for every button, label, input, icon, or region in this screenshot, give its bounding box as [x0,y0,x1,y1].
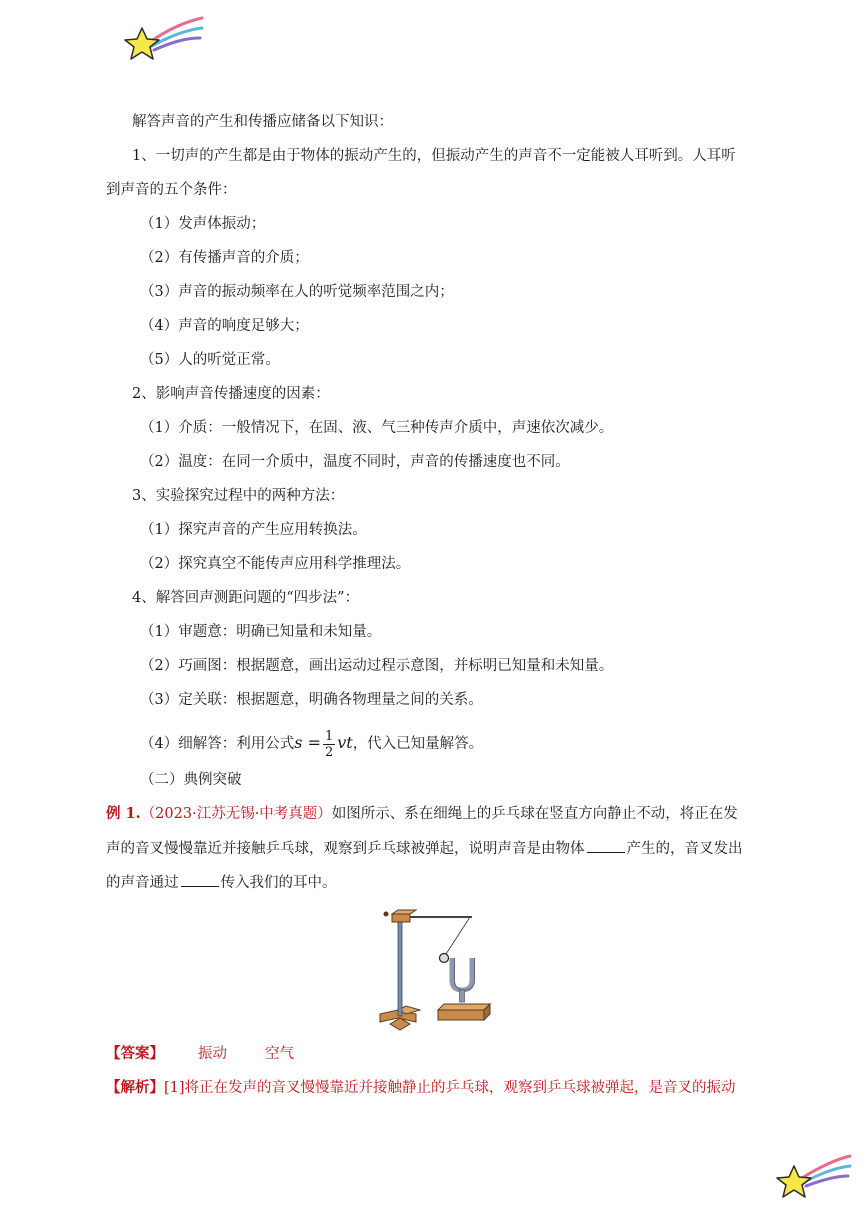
fraction-denominator: 2 [324,744,334,760]
example-line-2 [106,838,743,859]
step-item-formula [140,726,483,761]
answer-value-1: 振动 [198,1046,227,1062]
example-text: 的声音通过 [106,875,179,891]
paragraph-2: 2、影响声音传播速度的因素： [132,386,330,402]
example-line-1 [106,804,738,824]
answer-label: 【答案】 [106,1045,164,1062]
step-4-prefix: （4）细解答：利用公式 [140,736,295,752]
step-item: （3）定关联：根据题意，明确各物理量之间的关系。 [140,692,483,708]
condition-item: （3）声音的振动频率在人的听觉频率范围之内； [140,284,454,300]
answer-blank [181,872,219,887]
paragraph-1-line-2: 到声音的五个条件： [106,182,237,198]
paragraph-1-line-1: 1、一切声的产生都是由于物体的振动产生的，但振动产生的声音不一定能被人耳听到。人耳听 [132,148,736,164]
answer-value-2: 空气 [265,1046,294,1062]
example-label: 例 1. [106,805,141,822]
speed-item: （1）介质：一般情况下，在固、液、气三种传声介质中，声速依次减少。 [140,420,614,436]
paragraph-3: 3、实验探究过程中的两种方法： [132,488,345,504]
answer-line [106,1044,294,1064]
formula-fraction [323,729,335,760]
analysis-label: 【解析】 [106,1079,164,1096]
step-item: （1）审题意：明确已知量和未知量。 [140,624,382,640]
condition-item: （2）有传播声音的介质； [140,250,309,266]
section-heading: （二）典例突破 [140,772,242,788]
formula-rhs: vt [337,733,353,752]
fraction-numerator: 1 [324,728,334,744]
condition-item: （5）人的听觉正常。 [140,352,280,368]
condition-item: （1）发声体振动； [140,216,266,232]
example-text: 产生的，音叉发出 [626,841,743,857]
method-item: （2）探究真空不能传声应用科学推理法。 [140,556,411,572]
example-text: 传入我们的耳中。 [220,875,337,891]
answer-blank [587,838,625,853]
step-item: （2）巧画图：根据题意，画出运动过程示意图，并标明已知量和未知量。 [140,658,614,674]
paragraph-4: 4、解答回声测距问题的“四步法”： [132,590,360,606]
condition-item: （4）声音的响度足够大； [140,318,309,334]
example-line-3 [106,872,337,893]
intro-text: 解答声音的产生和传播应储备以下知识： [132,114,393,130]
example-source: （2023·江苏无锡·中考真题） [140,806,332,822]
analysis-text: [1]将正在发声的音叉慢慢靠近并接触静止的乒乓球，观察到乒乓球被弹起，是音叉的振动 [164,1080,736,1096]
method-item: （1）探究声音的产生应用转换法。 [140,522,367,538]
example-text: 声的音叉慢慢靠近并接触乒乓球，观察到乒乓球被弹起，说明声音是由物体 [106,841,585,857]
step-4-suffix: ，代入已知量解答。 [352,736,484,752]
analysis-line [106,1078,736,1098]
formula-lhs: s = [294,733,321,752]
shooting-star-icon [122,12,204,68]
speed-item: （2）温度：在同一介质中，温度不同时，声音的传播速度也不同。 [140,454,570,470]
shooting-star-icon [776,1152,852,1204]
tuning-fork-pendulum-figure [376,906,492,1034]
example-text: 如图所示、系在细绳上的乒乓球在竖直方向静止不动，将正在发 [331,806,738,822]
